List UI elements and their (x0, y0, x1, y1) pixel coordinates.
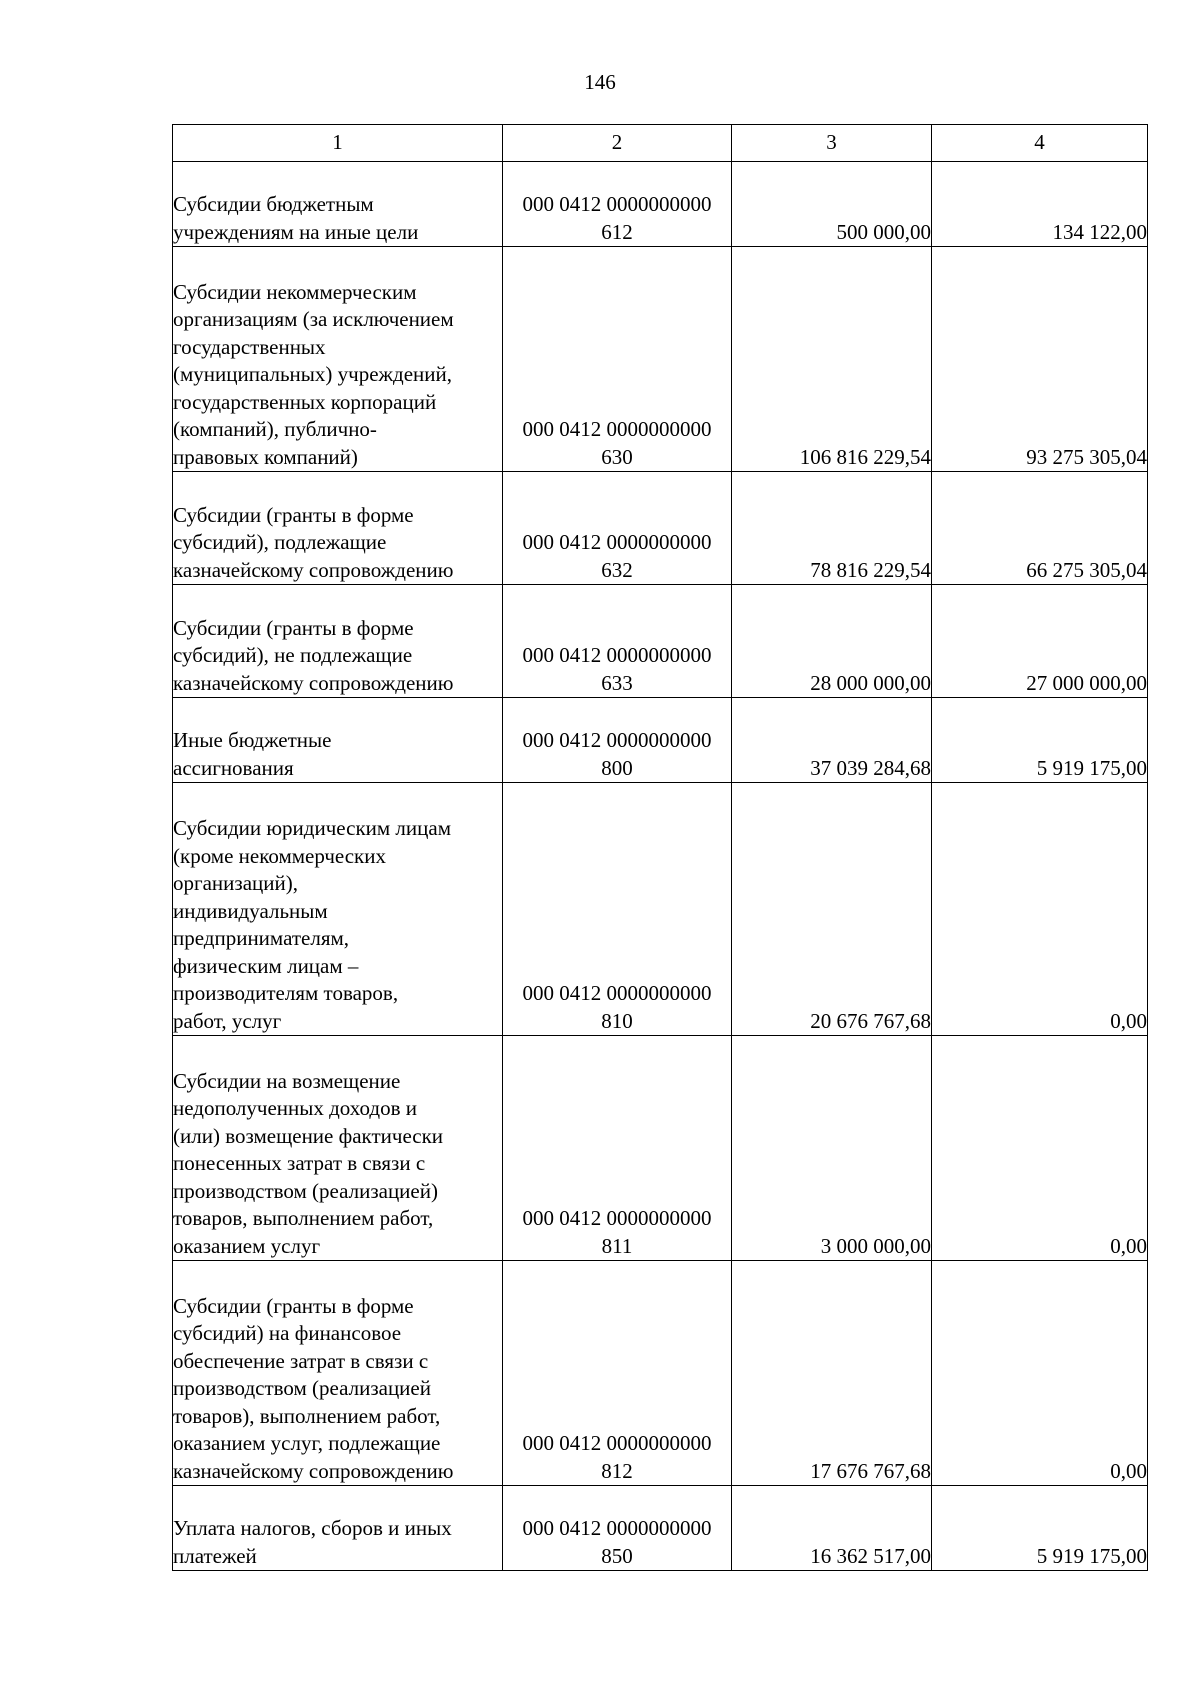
row-code (503, 1261, 732, 1486)
row-code-tail: 850 (601, 1543, 633, 1568)
row-code-main: 000 0412 0000000000 (522, 981, 712, 1005)
header-row (173, 125, 1148, 162)
row-col3-value: 16 362 517,00 (732, 1486, 932, 1571)
row-code-tail: 812 (601, 1458, 633, 1483)
row-col3-value: 17 676 767,68 (732, 1261, 932, 1486)
table-row (173, 783, 1148, 1036)
row-code (503, 585, 732, 698)
row-code (503, 1486, 732, 1571)
row-code-main: 000 0412 0000000000 (522, 1431, 712, 1455)
row-name: Субсидии на возмещение недополученных доходов и (или) возмещение фактически понесенных затрат в связи с производством (реализацией) товаров, выполнением работ, оказанием услуг (173, 1036, 503, 1261)
header-col-1: 1 (173, 125, 503, 162)
row-col3-value: 500 000,00 (732, 162, 932, 247)
row-col4-value: 0,00 (932, 1261, 1148, 1486)
row-col3-value: 37 039 284,68 (732, 698, 932, 783)
table-row (173, 247, 1148, 472)
table-row (173, 698, 1148, 783)
row-col4-value: 0,00 (932, 783, 1148, 1036)
row-name: Субсидии бюджетным учреждениям на иные цели (173, 162, 503, 247)
budget-table (172, 124, 1148, 1571)
row-col4-value: 93 275 305,04 (932, 247, 1148, 472)
row-code (503, 1036, 732, 1261)
row-code-main: 000 0412 0000000000 (522, 192, 712, 216)
row-name: Иные бюджетные ассигнования (173, 698, 503, 783)
row-code (503, 698, 732, 783)
row-col4-value: 5 919 175,00 (932, 1486, 1148, 1571)
row-name: Уплата налогов, сборов и иных платежей (173, 1486, 503, 1571)
table-row (173, 162, 1148, 247)
table-row (173, 1261, 1148, 1486)
row-col3-value: 28 000 000,00 (732, 585, 932, 698)
row-col4-value: 5 919 175,00 (932, 698, 1148, 783)
row-name: Субсидии (гранты в форме субсидий) на финансовое обеспечение затрат в связи с производством (реализацией товаров), выполнением работ, оказанием услуг, подлежащие казначейскому сопровождению (173, 1261, 503, 1486)
row-code-tail: 810 (601, 1008, 633, 1033)
row-name: Субсидии некоммерческим организациям (за исключением государственных (муниципальных) учреждений, государственных корпораций (компаний), публично- правовых компаний) (173, 247, 503, 472)
row-code-main: 000 0412 0000000000 (522, 417, 712, 441)
row-name: Субсидии юридическим лицам (кроме некоммерческих организаций), индивидуальным предпринимателям, физическим лицам – производителям товаров, работ, услуг (173, 783, 503, 1036)
row-code-main: 000 0412 0000000000 (522, 1206, 712, 1230)
header-col-2: 2 (503, 125, 732, 162)
row-code-tail: 811 (601, 1233, 633, 1258)
row-name: Субсидии (гранты в форме субсидий), не подлежащие казначейскому сопровождению (173, 585, 503, 698)
row-code (503, 783, 732, 1036)
row-code-tail: 800 (601, 755, 633, 780)
row-code-main: 000 0412 0000000000 (522, 643, 712, 667)
row-col4-value: 66 275 305,04 (932, 472, 1148, 585)
row-code-main: 000 0412 0000000000 (522, 1516, 712, 1540)
row-col3-value: 78 816 229,54 (732, 472, 932, 585)
row-code-main: 000 0412 0000000000 (522, 530, 712, 554)
row-col3-value: 106 816 229,54 (732, 247, 932, 472)
row-code (503, 472, 732, 585)
page-number: 146 (584, 70, 616, 94)
row-col3-value: 3 000 000,00 (732, 1036, 932, 1261)
row-code (503, 162, 732, 247)
table-row (173, 472, 1148, 585)
header-col-4: 4 (932, 125, 1148, 162)
row-code-tail: 632 (601, 557, 633, 582)
row-code-tail: 612 (601, 219, 633, 244)
row-code-tail: 633 (601, 670, 633, 695)
row-col4-value: 0,00 (932, 1036, 1148, 1261)
row-col4-value: 134 122,00 (932, 162, 1148, 247)
header-col-3: 3 (732, 125, 932, 162)
row-code-main: 000 0412 0000000000 (522, 728, 712, 752)
row-name: Субсидии (гранты в форме субсидий), подлежащие казначейскому сопровождению (173, 472, 503, 585)
row-col3-value: 20 676 767,68 (732, 783, 932, 1036)
row-col4-value: 27 000 000,00 (932, 585, 1148, 698)
row-code (503, 247, 732, 472)
row-code-tail: 630 (601, 444, 633, 469)
table-row (173, 1486, 1148, 1571)
table-row (173, 585, 1148, 698)
table-row (173, 1036, 1148, 1261)
